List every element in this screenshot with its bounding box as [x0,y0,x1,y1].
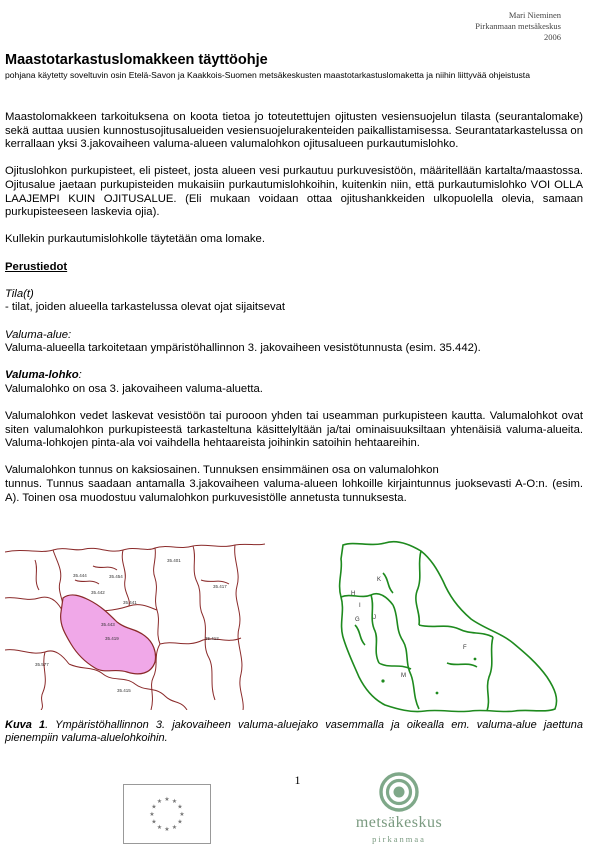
logo-name: metsäkeskus [355,814,443,831]
svg-text:★: ★ [179,811,185,818]
desc-valuma-alue: Valuma-alueella tarkoitetaan ympäristöhallinnon 3. jakovaiheen vesistötunnusta (esim. 35.442). [5,342,481,355]
highlighted-catchment [61,595,156,674]
map-label: 35.401 [167,558,181,563]
paragraph-intro: Maastolomakkeen tarkoituksena on koota tietoa jo toteutettujen ojitusten vesiensuojelun tilasta (seurantalomake) sekä auttaa uusien kunnostusojitusalueiden vesiensuojelurakenteiden paikallistamisessa. Seurantatarkastelussa on kerrallaan yksi 3.jakovaiheen valuma-alueen valumalohkon ojitusalueen purkautumislohko. [5,111,583,151]
svg-text:★: ★ [156,824,163,831]
map-label: J [373,615,376,621]
svg-text:★: ★ [177,803,183,811]
author-name: Mari Nieminen [508,10,561,20]
catchment-map-left [5,540,265,710]
svg-text:★: ★ [164,796,170,803]
map-label: K [377,577,382,583]
paragraph-outflow: Valumalohkon vedet laskevat vesistöön tai purooon yhden tai useamman purkupisteen kautta. Valumalohkot ovat siten valumalohkon purkupisteestä tarkasteltuna käsittelyltään ja/tai ominaisuuksiltaan yhtenäisiä valuma-alueita. Valuma-lohkojen pinta-ala voi vaihdella hehtaareista joihinkin satoihin hehtaareihin. [5,410,583,450]
map-label: 35.444 [73,573,87,578]
svg-text:★: ★ [171,798,178,805]
svg-text:★: ★ [149,811,155,818]
map-label: 35.417 [213,584,227,589]
map-label: 35.441 [123,600,137,605]
caption-label: Kuva 1 [5,719,46,731]
logo-region: pirkanmaa [372,834,426,844]
map-label: H [351,591,356,597]
author-block [361,10,561,43]
svg-text:★: ★ [151,818,157,826]
map-label: 35.415 [117,688,131,693]
map-label: G [355,617,360,623]
svg-text:★: ★ [164,826,170,833]
map-label: 35.454 [109,574,123,579]
paragraph-outlets: Ojituslohkon purkupisteet, eli pisteet, josta alueen vesi purkautuu purkuvesistöön, määritellään kartalta/maastossa. Ojitusalue jaetaan purkupisteiden mukaisiin purkautumislohkoihin, kuitenkin niin, että purkautumislohko VOI OLLA LAAJEMPI KUIN OJITUSALUE. (Eli mukaan voidaan ottaa ojitushankkeiden ulkopuolella olevia, samaan purkupisteeseen laskevia ojia). [5,165,583,219]
desc-tila: - tilat, joiden alueella tarkastelussa olevat ojat sijaitsevat [5,301,286,314]
concentric-rings-icon [379,772,419,812]
map-label: 35.419 [105,636,119,641]
map-label: I [359,603,361,609]
map-label: 35.412 [205,636,219,641]
figure-caption [5,719,583,745]
map-label: F [463,645,467,651]
desc-valuma-lohko: Valumalohko on osa 3. jakovaiheen valuma-aluetta. [5,382,263,395]
svg-text:★: ★ [177,818,183,826]
term-valuma-lohko: Valuma-lohko [5,369,79,382]
author-year: 2006 [544,32,561,42]
caption-text: . Ympäristöhallinnon 3. jakovaiheen valuma-aluejako vasemmalla ja oikealla em. valuma-alue jaettuna pienempiin valuma-aluelohkoihin. [5,719,583,744]
metsakeskus-logo [333,772,465,848]
section-heading: Perustiedot [5,260,68,273]
term-valuma-alue: Valuma-alue [5,328,69,341]
term-tila: Tila(t) [5,287,34,300]
map-label: M [401,673,406,679]
paragraph-identifier-line1: Valumalohkon tunnus on kaksiosainen. Tunnuksen ensimmäinen osa on valumalohkon [5,464,439,477]
svg-text:★: ★ [151,803,157,811]
map-label: 35.442 [91,590,105,595]
eu-flag-icon [123,784,211,844]
document-subtitle: pohjana käytetty soveltuvin osin Etelä-Savon ja Kaakkois-Suomen metsäkeskusten maastotarkastuslomaketta ja niihin liittyvää ohjeistusta [5,70,530,80]
svg-text:★: ★ [171,824,178,831]
paragraph-form-per-block: Kullekin purkautumislohkolle täytetään oma lomake. [5,233,265,246]
page-number: 1 [294,773,301,787]
catchment-map-right [325,533,565,715]
document-title: Maastotarkastuslomakkeen täyttöohje [5,52,268,68]
map-label: 35.443 [101,622,115,627]
paragraph-identifier-line2: tunnus. Tunnus saadaan antamalla 3.jakovaiheen valuma-alueen lohkoille kirjaintunnus juoksevasti A-O:n. (esim. A). Toinen osa muodostuu valumalohkon purkuvesistölle annetusta tunnuksesta. [5,478,583,504]
author-organization: Pirkanmaan metsäkeskus [475,21,561,31]
svg-text:★: ★ [156,798,163,805]
map-label: 35.577 [35,662,49,667]
document-body: Maastolomakkeen tarkoituksena on koota tietoa jo toteutettujen ojitusten vesiensuojelun tilasta (seurantalomake) sekä auttaa uusien kunnostusojitusalueiden vesiensuojelurakenteiden paikallistamisessa. Seurantatarkastelussa on kerrallaan yksi 3.jakovaiheen valuma-alueen valumalohkon ojitusalueen purkautumislohko. Ojituslohkon purkupisteet, eli pisteet, josta alueen vesi purkautuu purkuvesistöön, määritellään kartalta/maastossa. Ojitusalue jaetaan purkupisteiden mukaisiin purkautumislohkoihin, kuitenkin niin, että purkautumislohko VOI OLLA LAAJEMPI KUIN OJITUSALUE. (Eli mukaan voidaan ottaa ojitushankkeiden ulkopuolella olevia, samaan purkupisteeseen laskevia ojia). Kullekin purkautumislohkolle täytetään oma lomake. Perustiedot Tila(t) - tilat, joiden alueella tarkastelussa olevat ojat sijaitsevat Valuma-alue: Valuma-alueella tarkoitetaan ympäristöhallinnon 3. jakovaiheen vesistötunnusta (esim. 35.442). Valuma-lohko: Valumalohko on osa 3. jakovaiheen valuma-aluetta. Valumalohkon vedet laskevat vesistöön tai purooon yhden tai useamman purkupisteen kautta. Valumalohkot ovat siten valumalohkon purkupisteestä tarkasteltuna käsittelyltään ja/tai ominaisuuksiltaan yhtenäisiä valuma-alueita. Valuma-lohkojen pinta-ala voi vaihdella hehtaareista joihinkin satoihin hehtaareihin. Valumalohkon tunnus on kaksiosainen. Tunnuksen ensimmäinen osa on valumalohkon tunnus. Tunnus saadaan antamalla 3.jakovaiheen valuma-alueen lohkoille kirjaintunnus juoksevasti A-O:n. (esim. A). Toinen osa muodostuu valumalohkon purkuvesistölle annetusta tunnuksesta. [5,111,583,504]
